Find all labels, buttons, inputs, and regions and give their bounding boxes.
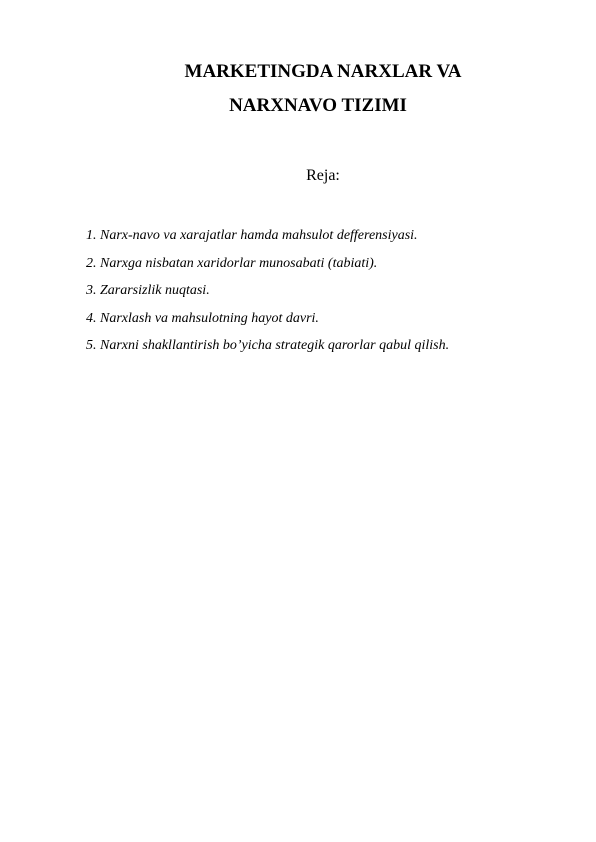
plan-item-4: 4. Narxlash va mahsulotning hayot davri. (86, 310, 319, 326)
document-title-line-1: MARKETINGDA NARXLAR VA (184, 61, 462, 82)
plan-item-3: 3. Zararsizlik nuqtasi. (86, 283, 210, 298)
plan-item-5: 5. Narxni shakllantirish bo’yicha strategik qarorlar qabul qilish. (86, 338, 450, 353)
plan-list (86, 227, 449, 365)
plan-heading: Reja: (306, 167, 340, 184)
plan-item-2: 2. Narxga nisbatan xaridorlar munosabati (tabiati). (86, 255, 378, 271)
plan-item-1: 1. Narx-navo va xarajatlar hamda mahsulot defferensiyasi. (86, 228, 418, 243)
document-title-line-2: NARXNAVO TIZIMI (229, 95, 407, 116)
